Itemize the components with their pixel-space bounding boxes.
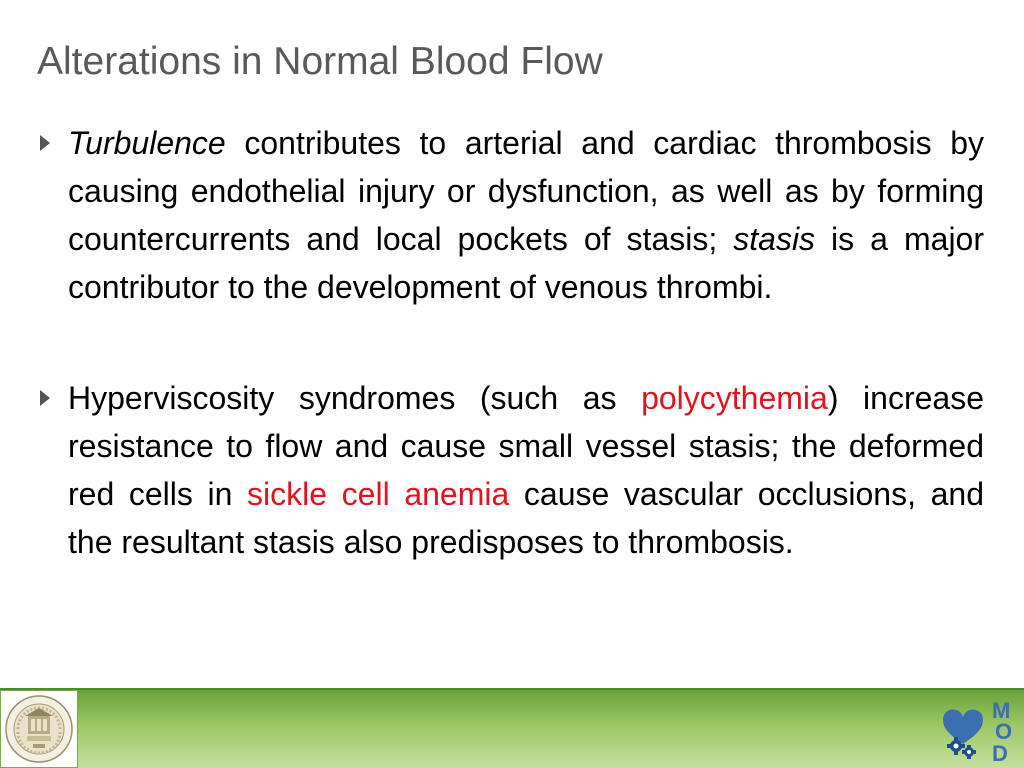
university-logo-box xyxy=(0,690,78,768)
university-seal-logo xyxy=(4,694,74,764)
bullet-list xyxy=(36,119,984,566)
bullet-text: is a major contributor to the development of venous thrombi. xyxy=(68,221,985,305)
bullet-item-hyperviscosity xyxy=(36,374,984,566)
mod-letter-d: D xyxy=(992,741,1008,764)
term-stasis: stasis xyxy=(733,221,816,257)
bullet-text: Hyperviscosity syndromes (such as xyxy=(68,380,642,416)
bullet-text: contributes to arterial and cardiac thrombosis by causing endothelial injury or dysfunction, as well as by forming countercurrents and local pockets of stasis; xyxy=(68,125,984,257)
term-sickle-cell-anemia: sickle cell anemia xyxy=(247,476,510,512)
bullet-text: ) increase resistance to flow and cause small vessel stasis; the deformed red cells in xyxy=(68,380,985,512)
bullet-text: cause vascular occlusions, and the resultant stasis also predisposes to thrombosis. xyxy=(68,476,985,560)
mod-letter-m: M xyxy=(992,698,1011,723)
bullet-arrow-icon xyxy=(40,135,50,151)
footer-bar xyxy=(0,688,1024,768)
mod-logo xyxy=(935,698,1015,764)
mod-letter-o: O xyxy=(995,719,1013,744)
bullet-item-turbulence xyxy=(36,119,984,311)
slide-title: Alterations in Normal Blood Flow xyxy=(37,40,603,83)
term-polycythemia: polycythemia xyxy=(641,380,828,416)
bullet-arrow-icon xyxy=(40,390,50,406)
term-turbulence: Turbulence xyxy=(68,125,226,161)
